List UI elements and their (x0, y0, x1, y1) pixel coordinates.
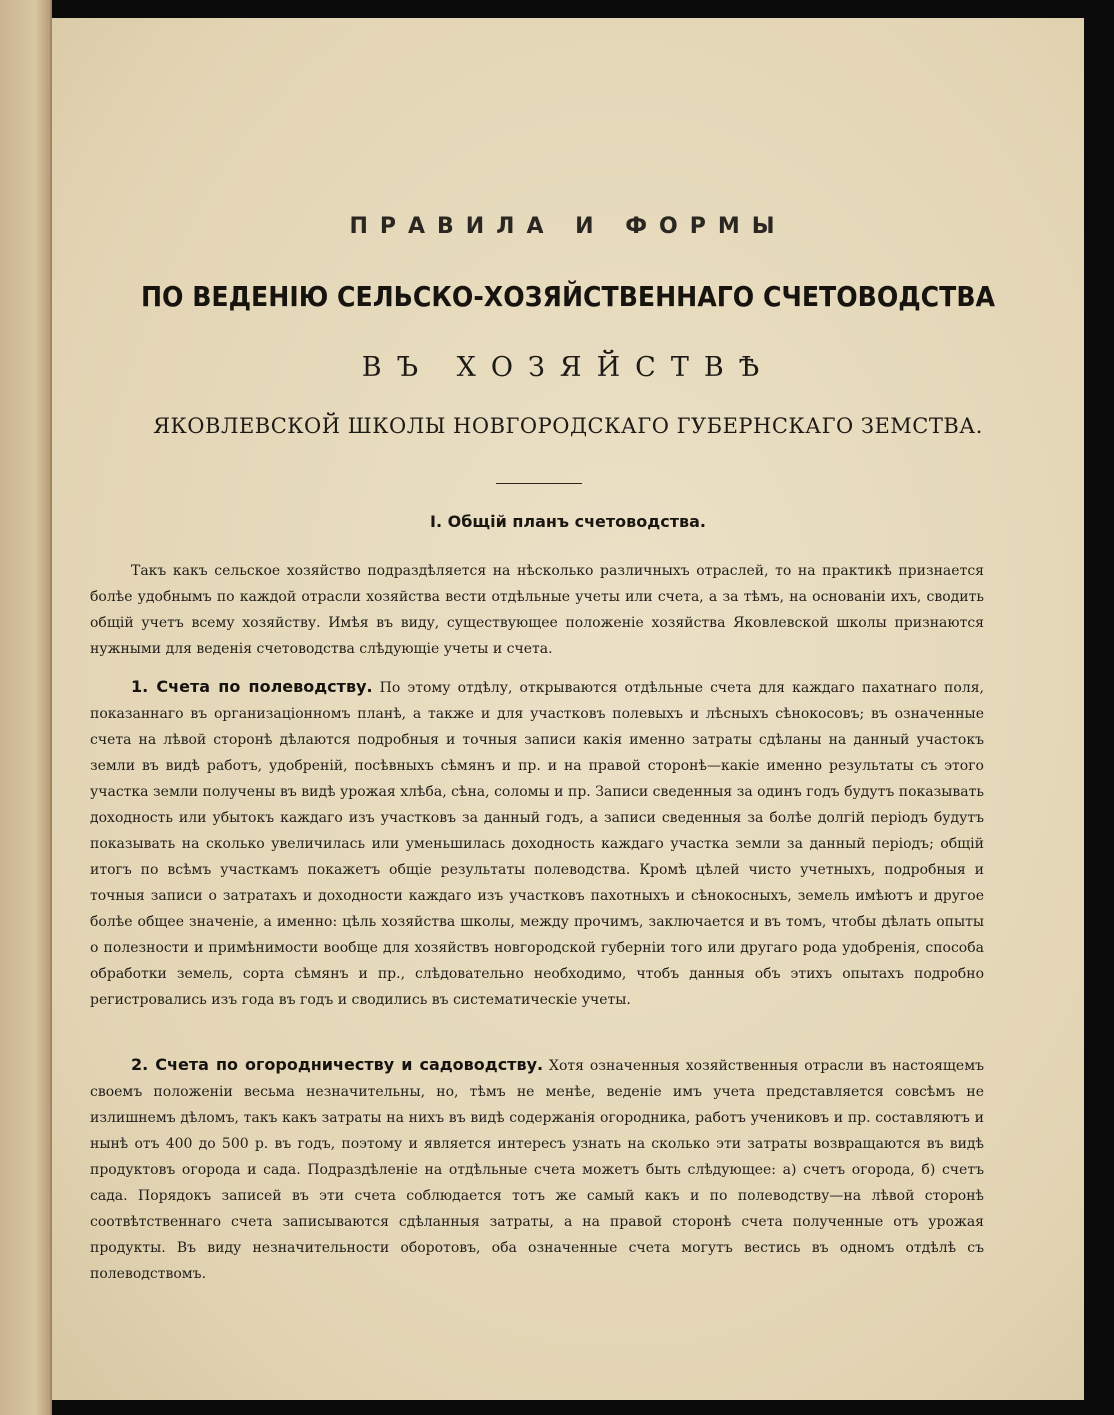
document-page (52, 18, 1084, 1400)
paragraph-field-accounts-body: По этому отдѣлу, открываются отдѣльные счета для каждаго пахатнаго поля, показаннаго въ организаціонномъ планѣ, а также и для участковъ полевыхъ и лѣсныхъ сѣнокосовъ; въ означенные счета на лѣвой сторонѣ дѣлаются подробныя и точныя записи какія именно затраты сдѣланы на данный участокъ земли въ видѣ работъ, удобреній, посѣвныхъ сѣмянъ и пр. и на правой сторонѣ—какіе именно результаты съ этого участка земли получены въ видѣ урожая хлѣба, сѣна, соломы и пр. Записи сведенныя за одинъ годъ будутъ показывать доходность или убытокъ каждаго изъ участковъ за данный годъ, а записи сведенныя за болѣе долгій періодъ будутъ показывать на сколько увеличилась или уменьшилась доходность каждаго участка земли за данный періодъ; общій итогъ по всѣмъ участкамъ покажетъ общіе результаты полеводства. Кромѣ цѣлей чисто учетныхъ, подробныя и точныя записи о затратахъ и доходности каждаго изъ участковъ пахотныхъ и сѣнокосныхъ, земель имѣютъ и другое болѣе общее значеніе, а именно: цѣль хозяйства школы, между прочимъ, заключается и въ томъ, чтобы дѣлать опыты о полезности и примѣнимости вообще для хозяйствъ новгородской губерніи того или другаго рода удобренія, способа обработки земель, сорта сѣмянъ и пр., слѣдовательно необходимо, чтобъ данныя объ этихъ опытахъ подробно регистровались изъ года въ годъ и сводились въ систематическіе учеты. (90, 680, 984, 1008)
heading-in-household: ВЪ ХОЗЯЙСТВѢ (361, 352, 775, 383)
adjacent-page-edge (0, 0, 52, 1415)
paragraph-garden-accounts-lead: 2. Счета по огородничеству и садоводству. (131, 1055, 544, 1074)
heading-school-name: ЯКОВЛЕВСКОЙ ШКОЛЫ НОВГОРОДСКАГО ГУБЕРНСКАГО ЗЕМСТВА. (153, 414, 983, 438)
heading-rules-and-forms: ПРАВИЛА И ФОРМЫ (349, 214, 787, 239)
paragraph-garden-accounts-body: Хотя означенныя хозяйственныя отрасли въ настоящемъ своемъ положеніи весьма незначительны, но, тѣмъ не менѣе, веденіе имъ учета представляется совсѣмъ не излишнемъ дѣломъ, такъ какъ затраты на нихъ въ видѣ содержанія огородника, работъ учениковъ и пр. составляютъ и нынѣ отъ 400 до 500 р. въ годъ, поэтому и является интересъ узнать на сколько эти затраты возвращаются въ видѣ продуктовъ огорода и сада. Подраздѣленіе на отдѣльные счета можетъ быть слѣдующее: а) счетъ огорода, б) счетъ сада. Порядокъ записей въ эти счета соблюдается тотъ же самый какъ и по полеводству—на лѣвой сторонѣ соотвѣтственнаго счета записываются сдѣланныя затраты, а на правой сторонѣ счета полученные отъ урожая продукты. Въ виду незначительности оборотовъ, оба означенные счета могутъ вестись въ одномъ отдѣлѣ съ полеводствомъ. (90, 1058, 985, 1282)
title-divider (496, 483, 582, 484)
paragraph-intro (90, 558, 984, 662)
paragraph-intro-text: Такъ какъ сельское хозяйство подраздѣляется на нѣсколько различныхъ отраслей, то на практикѣ признается болѣе удобнымъ по каждой отрасли хозяйства вести отдѣльные учеты или счета, а за тѣмъ, на основаніи ихъ, сводить общій учетъ всему хозяйству. Имѣя въ виду, существующее положеніе хозяйства Яковлевской школы признаются нужными для веденія счетоводства слѣдующіе учеты и счета. (90, 563, 984, 657)
section-title: I. Общій планъ счетоводства. (430, 512, 706, 531)
paragraph-field-accounts (90, 674, 984, 1013)
heading-main-title: ПО ВЕДЕНІЮ СЕЛЬСКО-ХОЗЯЙСТВЕННАГО СЧЕТОВОДСТВА (140, 280, 996, 313)
paragraph-field-accounts-lead: 1. Счета по полеводству. (131, 677, 373, 696)
paragraph-garden-accounts (90, 1052, 984, 1287)
